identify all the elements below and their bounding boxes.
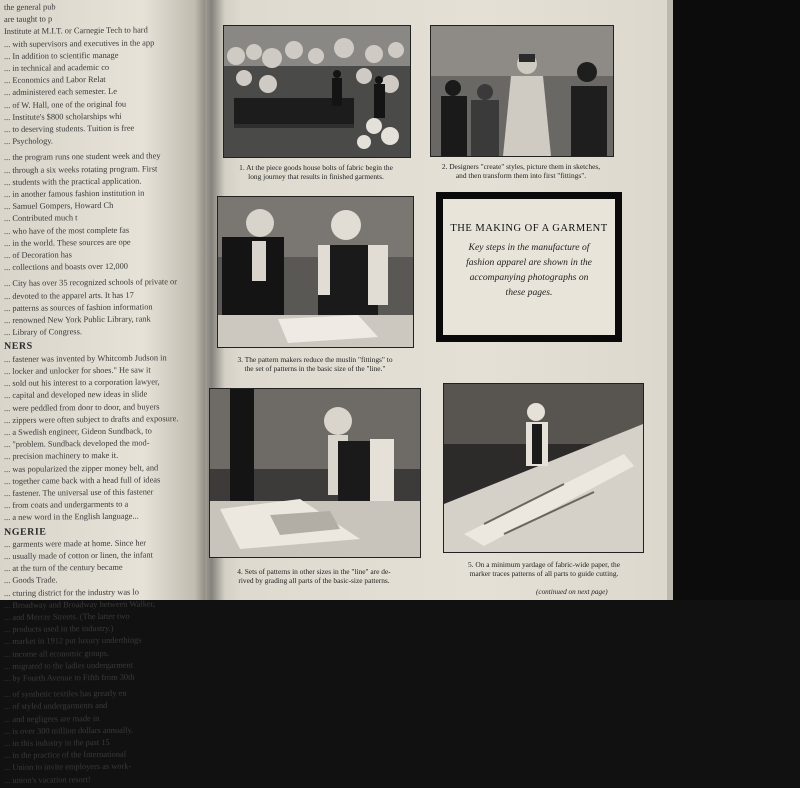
text-line: ... cturing district for the industry was lo bbox=[4, 587, 139, 598]
feature-box-inner bbox=[443, 199, 615, 335]
text-line: ... garments were made at home. Since her bbox=[4, 538, 147, 549]
text-line: ... Broadway and Broadway between Walker, bbox=[4, 599, 156, 610]
text-line: ... locker and unlocker for shoes." He saw it bbox=[4, 365, 151, 376]
text-line: ... Library of Congress. bbox=[4, 327, 82, 338]
text-line: ... capital and developed new ideas in slide bbox=[4, 389, 148, 401]
text-line: ... a new word in the English language... bbox=[4, 511, 139, 523]
text-line: ... a Swedish engineer, Gideon Sundback, to bbox=[4, 426, 152, 437]
text-line: ... is over 300 million dollars annually. bbox=[4, 725, 134, 736]
photo-designers-fitting bbox=[430, 25, 614, 157]
text-line: ... City has over 35 recognized schools of private or bbox=[4, 277, 178, 289]
text-line: ... in technical and academic co bbox=[4, 62, 110, 74]
feature-text: Key steps in the manufacture of fashion apparel are shown in the accompanying photographs on these pages. bbox=[466, 242, 592, 298]
continued-note: (continued on next page) bbox=[536, 588, 608, 596]
text-line: ... sold out his interest to a corporation lawyer, bbox=[4, 377, 160, 389]
text-line: ... renowned New York Public Library, rank bbox=[4, 314, 151, 326]
text-line: ... fastener was invented by Whitcomb Judson in bbox=[4, 352, 167, 364]
caption-5: 5. On a minimum yardage of fabric-wide paper, the marker traces patterns of all parts to guide cutting. bbox=[468, 560, 620, 578]
text-line: ... products used in the industry.) bbox=[4, 624, 114, 635]
text-line: ... at the turn of the century became bbox=[4, 562, 123, 574]
text-line: ... in the world. These sources are ope bbox=[4, 237, 131, 248]
text-line: are taught to p bbox=[4, 14, 53, 25]
text-line: ... market in 1912 put luxury underthings bbox=[4, 635, 142, 647]
text-line: ... together came back with a head full of ideas bbox=[4, 475, 161, 486]
photo-pattern-makers bbox=[217, 196, 414, 348]
text-line: ... devoted to the apparel arts. It has 17 bbox=[4, 290, 134, 301]
text-line: ... precision machinery to make it. bbox=[4, 451, 119, 462]
caption-1: 1. At the piece goods house bolts of fabric begin the long journey that results in finished garments. bbox=[239, 163, 393, 181]
left-column-text bbox=[4, 0, 194, 788]
feature-title: THE MAKING OF A GARMENT bbox=[450, 223, 608, 234]
page-edge bbox=[667, 0, 673, 600]
caption-2: 2. Designers "create" styles, picture them in sketches, and then transform them into first "fittings". bbox=[441, 162, 601, 180]
text-line: ... union's vacation resort! bbox=[4, 774, 91, 785]
text-line: ... of W. Hall, one of the original fou bbox=[4, 99, 127, 110]
text-line: ... in this industry in the past 15 bbox=[4, 737, 110, 748]
text-line: ... "problem. Sundback developed the mod- bbox=[4, 438, 150, 450]
text-line: the general pub bbox=[4, 2, 56, 12]
text-line: ... of synthetic textiles has greatly en bbox=[4, 688, 127, 700]
text-line: ... patterns as sources of fashion information bbox=[4, 302, 153, 313]
text-line: ... Psychology. bbox=[4, 136, 54, 147]
text-line: ... of styled undergarments and bbox=[4, 701, 108, 712]
text-line: ... the program runs one student week and they bbox=[4, 151, 161, 163]
text-line: ... students with the practical application. bbox=[4, 176, 142, 187]
text-line: ... was popularized the zipper money belt, and bbox=[4, 462, 159, 474]
text-line: ... collections and boasts over 12,000 bbox=[4, 261, 128, 273]
text-line: ... to deserving students. Tuition is free bbox=[4, 123, 135, 135]
text-line: ... who have of the most complete fas bbox=[4, 225, 130, 236]
text-line: ... by Fourth Avenue to Fifth from 30th bbox=[4, 672, 135, 683]
text-line: ... zippers were often subject to drafts and exposure. bbox=[4, 413, 179, 425]
text-line: ... Contributed much t bbox=[4, 213, 78, 224]
text-line: ... in another famous fashion institution in bbox=[4, 188, 145, 200]
photo-marker-tracing bbox=[443, 383, 644, 553]
text-line: ... and negligees are made in bbox=[4, 713, 100, 724]
text-line: ... income all economic groups. bbox=[4, 648, 110, 659]
section-heading: NGERIE bbox=[4, 526, 47, 538]
text-line: ... from coats and undergarments to a bbox=[4, 499, 129, 511]
text-line: ... through a six weeks rotating program. First bbox=[4, 164, 158, 175]
text-line: ... Samuel Gompers, Howard Ch bbox=[4, 201, 114, 212]
left-page bbox=[0, 0, 205, 785]
text-line: ... with supervisors and executives in the app bbox=[4, 38, 155, 49]
text-line: ... and Mercer Streets. (The latter two bbox=[4, 611, 130, 622]
caption-3: 3. The pattern makers reduce the muslin "fittings" to the set of patterns in the basic size of the "line." bbox=[237, 355, 393, 373]
photo-piece-goods-house bbox=[223, 25, 411, 158]
feature-box bbox=[436, 192, 622, 342]
text-line: ... usually made of cotton or linen, the infant bbox=[4, 550, 153, 561]
text-line: ... of Decoration has bbox=[4, 250, 72, 261]
text-line: ... fastener. The universal use of this fastener bbox=[4, 487, 154, 498]
text-line: ... Institute's $800 scholarships whi bbox=[4, 111, 122, 122]
section-heading: NERS bbox=[4, 341, 33, 353]
text-line: ... Goods Trade. bbox=[4, 575, 58, 586]
text-line: ... were peddled from door to door, and buyers bbox=[4, 401, 160, 413]
text-line: ... in the practice of the International bbox=[4, 749, 127, 761]
text-line: ... Union to invite employers as work- bbox=[4, 762, 132, 773]
photo-pattern-grading bbox=[209, 388, 421, 558]
text-line: ... Economics and Labor Relat bbox=[4, 75, 106, 86]
text-line: Institute at M.I.T. or Carnegie Tech to hard bbox=[4, 25, 148, 37]
text-line: ... migrated to the ladies undergarment bbox=[4, 660, 134, 671]
caption-4: 4. Sets of patterns in other sizes in the "line" are de- rived by grading all parts of the basic-size patterns. bbox=[237, 567, 391, 585]
text-line: ... administered each semester. Le bbox=[4, 87, 118, 98]
text-line: ... In addition to scientific manage bbox=[4, 50, 119, 61]
